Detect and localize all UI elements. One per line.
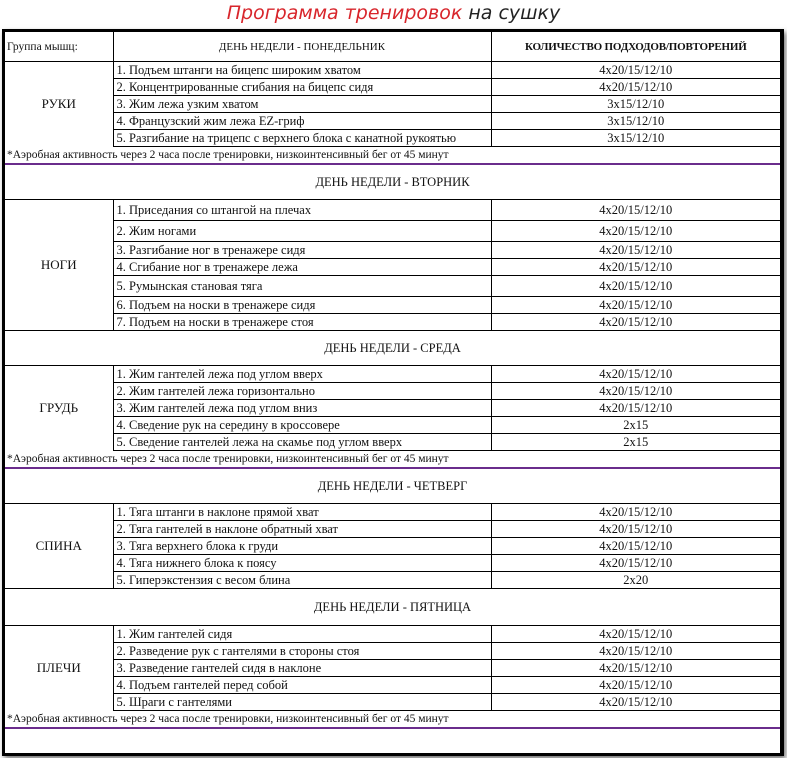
exercise-name: 4. Тяга нижнего блока к поясу <box>113 555 491 572</box>
table-row <box>5 366 780 383</box>
exercise-name: 1. Жим гантелей лежа под углом вверх <box>113 366 491 383</box>
table-row <box>5 521 780 538</box>
sets-reps: 4x20/15/12/10 <box>491 677 780 694</box>
day-header-row <box>5 164 780 200</box>
table-row <box>5 276 780 297</box>
exercise-name: 1. Тяга штанги в наклоне прямой хват <box>113 504 491 521</box>
exercise-name: 4. Сгибание ног в тренажере лежа <box>113 259 491 276</box>
exercise-name: 4. Французский жим лежа EZ-гриф <box>113 113 491 130</box>
sets-reps: 4x20/15/12/10 <box>491 62 780 79</box>
cardio-note-row <box>5 451 780 469</box>
sets-reps: 4x20/15/12/10 <box>491 660 780 677</box>
cardio-note: *Аэробная активность через 2 часа после тренировки, низкоинтенсивный бег от 45 минут <box>5 711 780 729</box>
exercise-name: 3. Жим гантелей лежа под углом вниз <box>113 400 491 417</box>
table-row <box>5 200 780 221</box>
sets-reps: 2x15 <box>491 417 780 434</box>
table-row <box>5 400 780 417</box>
exercise-name: 3. Разгибание ног в тренажере сидя <box>113 242 491 259</box>
table-row <box>5 221 780 242</box>
day-title: ДЕНЬ НЕДЕЛИ - ЧЕТВЕРГ <box>5 468 780 504</box>
table-row <box>5 694 780 711</box>
muscle-group-label: СПИНА <box>5 504 113 589</box>
sets-reps: 4x20/15/12/10 <box>491 221 780 242</box>
title-main: Программа тренировок <box>226 2 463 24</box>
table-row <box>5 417 780 434</box>
exercise-name: 3. Разведение гантелей сидя в наклоне <box>113 660 491 677</box>
sets-reps: 4x20/15/12/10 <box>491 366 780 383</box>
sets-reps: 4x20/15/12/10 <box>491 538 780 555</box>
sets-reps: 2x20 <box>491 572 780 589</box>
cardio-note-row <box>5 147 780 165</box>
day-header-row <box>5 589 780 626</box>
day-header-row <box>5 331 780 366</box>
table-row <box>5 383 780 400</box>
exercise-name: 5. Сведение гантелей лежа на скамье под углом вверх <box>113 434 491 451</box>
table-row <box>5 130 780 147</box>
exercise-name: 2. Жим гантелей лежа горизонтально <box>113 383 491 400</box>
muscle-group-label: РУКИ <box>5 62 113 147</box>
table-row <box>5 297 780 314</box>
header-group-label: Группа мышц: <box>5 32 113 62</box>
sets-reps: 4x20/15/12/10 <box>491 297 780 314</box>
table-row <box>5 626 780 643</box>
exercise-name: 1. Жим гантелей сидя <box>113 626 491 643</box>
exercise-name: 3. Жим лежа узким хватом <box>113 96 491 113</box>
sets-reps: 4x20/15/12/10 <box>491 383 780 400</box>
table-row <box>5 572 780 589</box>
sets-reps: 2x15 <box>491 434 780 451</box>
table-row <box>5 62 780 79</box>
sets-reps: 4x20/15/12/10 <box>491 200 780 221</box>
exercise-name: 2. Разведение рук с гантелями в стороны стоя <box>113 643 491 660</box>
muscle-group-label: НОГИ <box>5 200 113 331</box>
exercise-name: 3. Тяга верхнего блока к груди <box>113 538 491 555</box>
cardio-note: *Аэробная активность через 2 часа после тренировки, низкоинтенсивный бег от 45 минут <box>5 147 780 165</box>
sets-reps: 4x20/15/12/10 <box>491 643 780 660</box>
sets-reps: 3x15/12/10 <box>491 130 780 147</box>
table-row <box>5 242 780 259</box>
table-row <box>5 555 780 572</box>
exercise-name: 4. Подъем гантелей перед собой <box>113 677 491 694</box>
cardio-note: *Аэробная активность через 2 часа после тренировки, низкоинтенсивный бег от 45 минут <box>5 451 780 469</box>
cardio-note-row <box>5 711 780 729</box>
header-count-label: КОЛИЧЕСТВО ПОДХОДОВ/ПОВТОРЕНИЙ <box>491 32 780 62</box>
training-table <box>5 32 780 729</box>
table-row <box>5 504 780 521</box>
sets-reps: 4x20/15/12/10 <box>491 276 780 297</box>
sets-reps: 4x20/15/12/10 <box>491 555 780 572</box>
day-title: ДЕНЬ НЕДЕЛИ - ПЯТНИЦА <box>5 589 780 626</box>
table-row <box>5 660 780 677</box>
table-row <box>5 314 780 331</box>
exercise-name: 5. Шраги с гантелями <box>113 694 491 711</box>
sets-reps: 4x20/15/12/10 <box>491 504 780 521</box>
muscle-group-label: ПЛЕЧИ <box>5 626 113 711</box>
table-row <box>5 79 780 96</box>
page-title <box>0 0 787 28</box>
sets-reps: 3x15/12/10 <box>491 96 780 113</box>
sets-reps: 4x20/15/12/10 <box>491 521 780 538</box>
exercise-name: 5. Гиперэкстензия с весом блина <box>113 572 491 589</box>
title-suffix: на сушку <box>462 2 561 24</box>
exercise-name: 5. Разгибание на трицепс с верхнего блока с канатной рукоятью <box>113 130 491 147</box>
sets-reps: 4x20/15/12/10 <box>491 314 780 331</box>
sets-reps: 4x20/15/12/10 <box>491 79 780 96</box>
day-title: ДЕНЬ НЕДЕЛИ - СРЕДА <box>5 331 780 366</box>
exercise-name: 6. Подъем на носки в тренажере сидя <box>113 297 491 314</box>
exercise-name: 1. Приседания со штангой на плечах <box>113 200 491 221</box>
header-day-label: ДЕНЬ НЕДЕЛИ - ПОНЕДЕЛЬНИК <box>113 32 491 62</box>
sets-reps: 3x15/12/10 <box>491 113 780 130</box>
sets-reps: 4x20/15/12/10 <box>491 694 780 711</box>
exercise-name: 2. Тяга гантелей в наклоне обратный хват <box>113 521 491 538</box>
table-row <box>5 643 780 660</box>
table-row <box>5 434 780 451</box>
sets-reps: 4x20/15/12/10 <box>491 242 780 259</box>
table-row <box>5 538 780 555</box>
table-row <box>5 113 780 130</box>
exercise-name: 2. Жим ногами <box>113 221 491 242</box>
table-row <box>5 96 780 113</box>
exercise-name: 7. Подъем на носки в тренажере стоя <box>113 314 491 331</box>
day-title: ДЕНЬ НЕДЕЛИ - ВТОРНИК <box>5 164 780 200</box>
table-header-row <box>5 32 780 62</box>
exercise-name: 2. Концентрированные сгибания на бицепс сидя <box>113 79 491 96</box>
table-row <box>5 677 780 694</box>
table-row <box>5 259 780 276</box>
training-table-sheet <box>5 32 780 753</box>
exercise-name: 1. Подъем штанги на бицепс широким хватом <box>113 62 491 79</box>
exercise-name: 5. Румынская становая тяга <box>113 276 491 297</box>
exercise-name: 4. Сведение рук на середину в кроссовере <box>113 417 491 434</box>
sets-reps: 4x20/15/12/10 <box>491 400 780 417</box>
muscle-group-label: ГРУДЬ <box>5 366 113 451</box>
sets-reps: 4x20/15/12/10 <box>491 259 780 276</box>
sets-reps: 4x20/15/12/10 <box>491 626 780 643</box>
day-header-row <box>5 468 780 504</box>
